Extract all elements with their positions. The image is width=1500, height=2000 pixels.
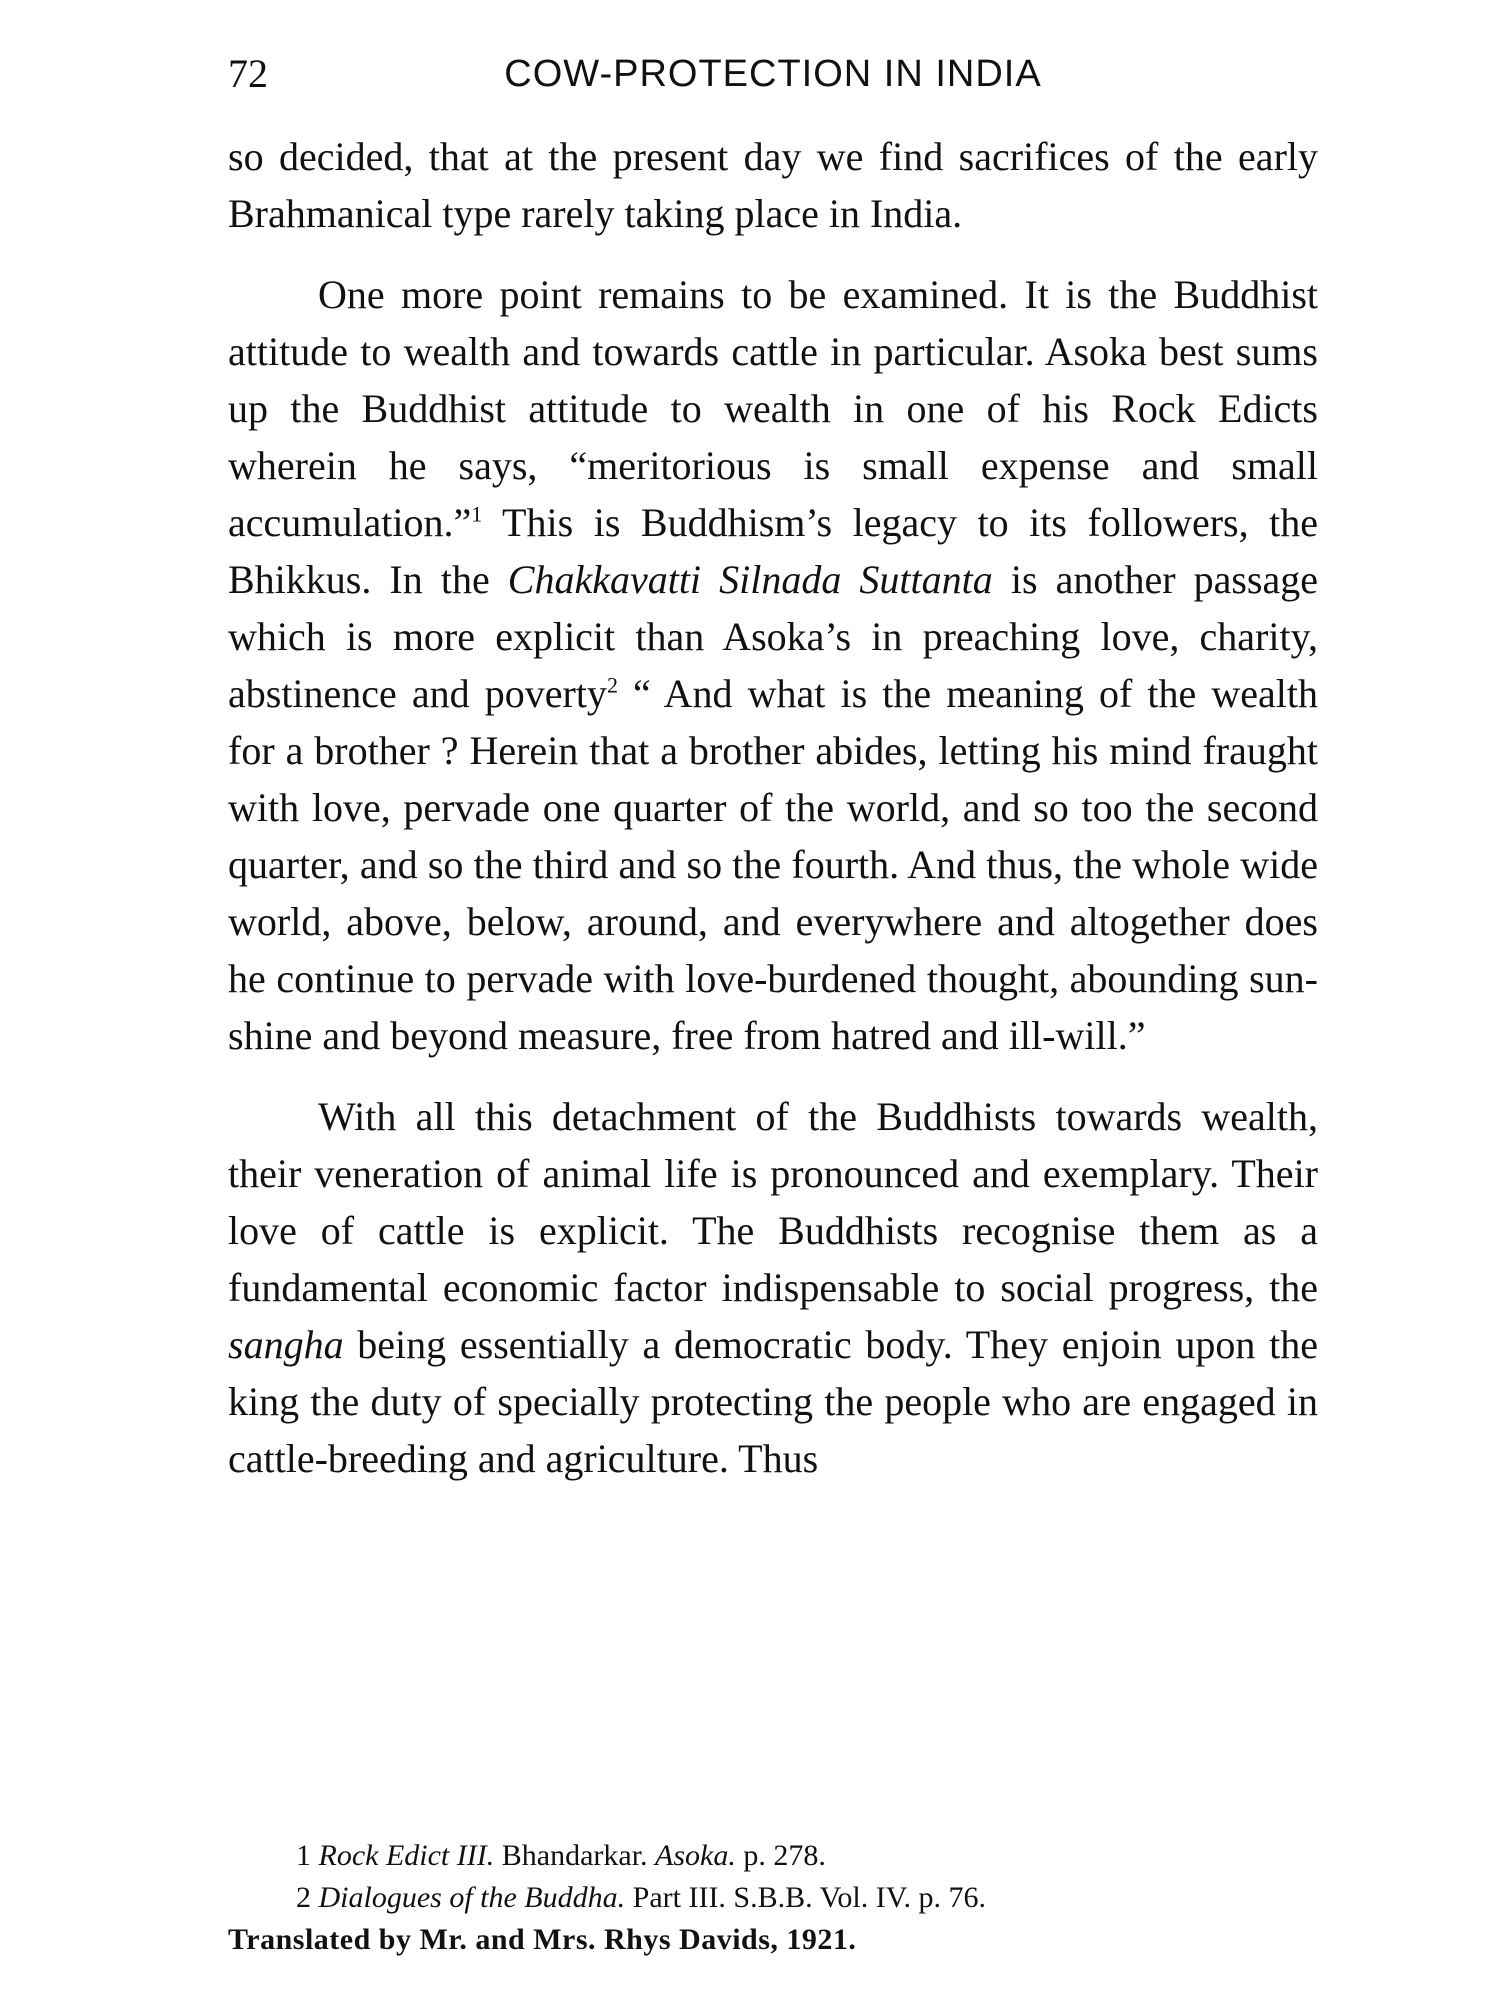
footnote-2-continuation: Translated by Mr. and Mrs. Rhys Davids, 1921.: [228, 1923, 857, 1956]
paragraph-2-text-2: This is Buddhism’s legacy to its followers, the Bhikkus. In the: [228, 500, 1318, 602]
footnote-2: [228, 1877, 1318, 1919]
footnote-1-italic-2: Asoka.: [655, 1839, 736, 1872]
paragraph-3-text-2: being essentially a democratic body. They enjoin upon the king the duty of specially protecting the people who are engaged in cattle-breeding and agriculture. Thus: [228, 1322, 1318, 1481]
paragraph-3: [228, 1088, 1318, 1487]
footnote-1-number: 1: [296, 1839, 311, 1872]
paragraph-2-text-1: One more point remains to be examined. It is the Buddhist attitude to wealth and towards cattle in particular. Asoka best sums up the Buddhist attitude to wealth in one of his Rock Edicts wherein he says, “meritorious is small expense and small accumulation.”: [228, 272, 1318, 545]
footnote-ref-2: 2: [606, 672, 618, 698]
paragraph-2: [228, 266, 1318, 1064]
body-text: [228, 128, 1318, 1487]
term-sangha: sangha: [228, 1322, 344, 1367]
paragraph-3-text-1: With all this detachment of the Buddhists towards wealth, their veneration of animal life is pronounced and exemplary. Their love of cattle is explicit. The Buddhists recognise them as a fundamental economic factor indispensable to social progress, the: [228, 1094, 1318, 1310]
footnote-1-text-2: p. 278.: [735, 1839, 826, 1872]
footnote-2-number: 2: [296, 1881, 311, 1914]
footnotes: [228, 1835, 1318, 1961]
footnote-1: [228, 1835, 1318, 1877]
page-header: [228, 44, 1318, 104]
page-number: 72: [228, 51, 268, 96]
paragraph-1: so decided, that at the present day we find sacrifices of the early Brahmanical type rarely taking place in India.: [228, 134, 1318, 236]
footnote-1-italic-1: Rock Edict III.: [318, 1839, 495, 1872]
footnote-2-text-1: Part III. S.B.B. Vol. IV. p. 76.: [625, 1881, 987, 1914]
title-chakkavatti: Chakkavatti Silnada Suttanta: [507, 557, 993, 602]
paragraph-2-text-3: is another passage which is more explicit than Asoka’s in preaching love, charity, abstinence and poverty: [228, 557, 1318, 716]
running-title: COW-PROTECTION IN INDIA: [504, 53, 1042, 95]
footnote-1-text-1: Bhandarkar.: [494, 1839, 656, 1872]
footnote-ref-1: 1: [471, 501, 483, 527]
footnote-2-italic-1: Dialogues of the Buddha.: [318, 1881, 626, 1914]
paragraph-2-text-4: “ And what is the meaning of the wealth for a brother ? Herein that a brother abides, letting his mind fraught with love, pervade one quarter of the world, and so too the second quarter, and so the third and so the fourth. And thus, the whole wide world, above, below, around, and everywhere and altogether does he continue to pervade with love-burdened thought, abounding sun-shine and beyond measure, free from hatred and ill-will.”: [228, 671, 1319, 1058]
